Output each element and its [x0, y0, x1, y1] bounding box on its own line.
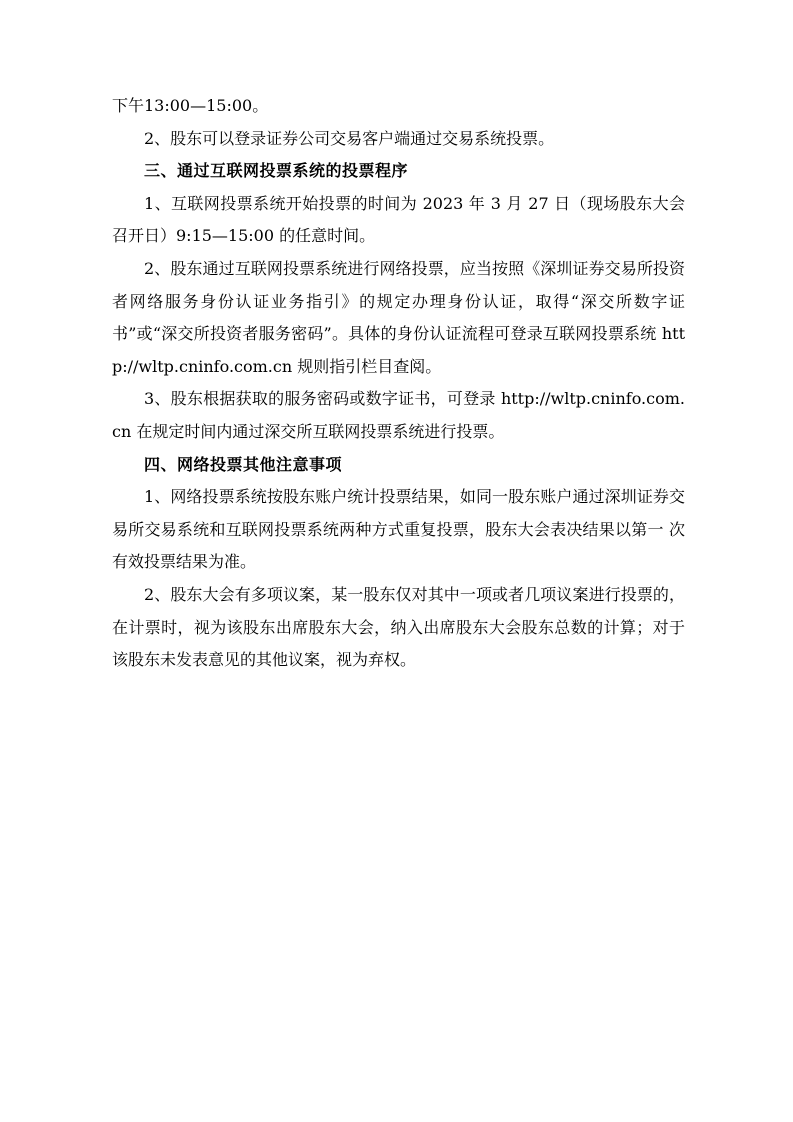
- document-body: [112, 90, 685, 677]
- paragraph: 2、股东可以登录证券公司交易客户端通过交易系统投票。: [144, 128, 555, 148]
- paragraph: 3、股东根据获取的服务密码或数字证书，可登录 http://wltp.cninfo.com.cn 在规定时间内通过深交所互联网投票系统进行投票。: [112, 389, 685, 441]
- paragraph: 1、互联网投票系统开始投票的时间为 2023 年 3 月 27 日（现场股东大会召开日）9:15—15:00 的任意时间。: [112, 193, 685, 246]
- paragraph: 1、网络投票系统按股东账户统计投票结果，如同一股东账户通过深圳证券交易所交易系统和互联网投票系统两种方式重复投票，股东大会表决结果以第一 次有效投票结果为准。: [112, 487, 685, 572]
- paragraph: 2、股东通过互联网投票系统进行网络投票，应当按照《深圳证券交易所投资者网络服务身份认证业务指引》的规定办理身份认证，取得“深交所数字证书”或“深交所投资者服务密码”。具体的身份认证流程可登录互联网投票系统 http://wltp.cninfo.com.cn 规则指引栏目查阅。: [112, 258, 685, 376]
- section-heading: 三、通过互联网投票系统的投票程序: [144, 161, 409, 181]
- section-heading: 四、网络投票其他注意事项: [144, 454, 343, 474]
- paragraph: 下午13:00—15:00。: [112, 96, 269, 115]
- paragraph: 2、股东大会有多项议案，某一股东仅对其中一项或者几项议案进行投票的，在计票时，视为该股东出席股东大会，纳入出席股东大会股东总数的计算；对于该股东未发表意见的其他议案，视为弃权。: [112, 584, 685, 670]
